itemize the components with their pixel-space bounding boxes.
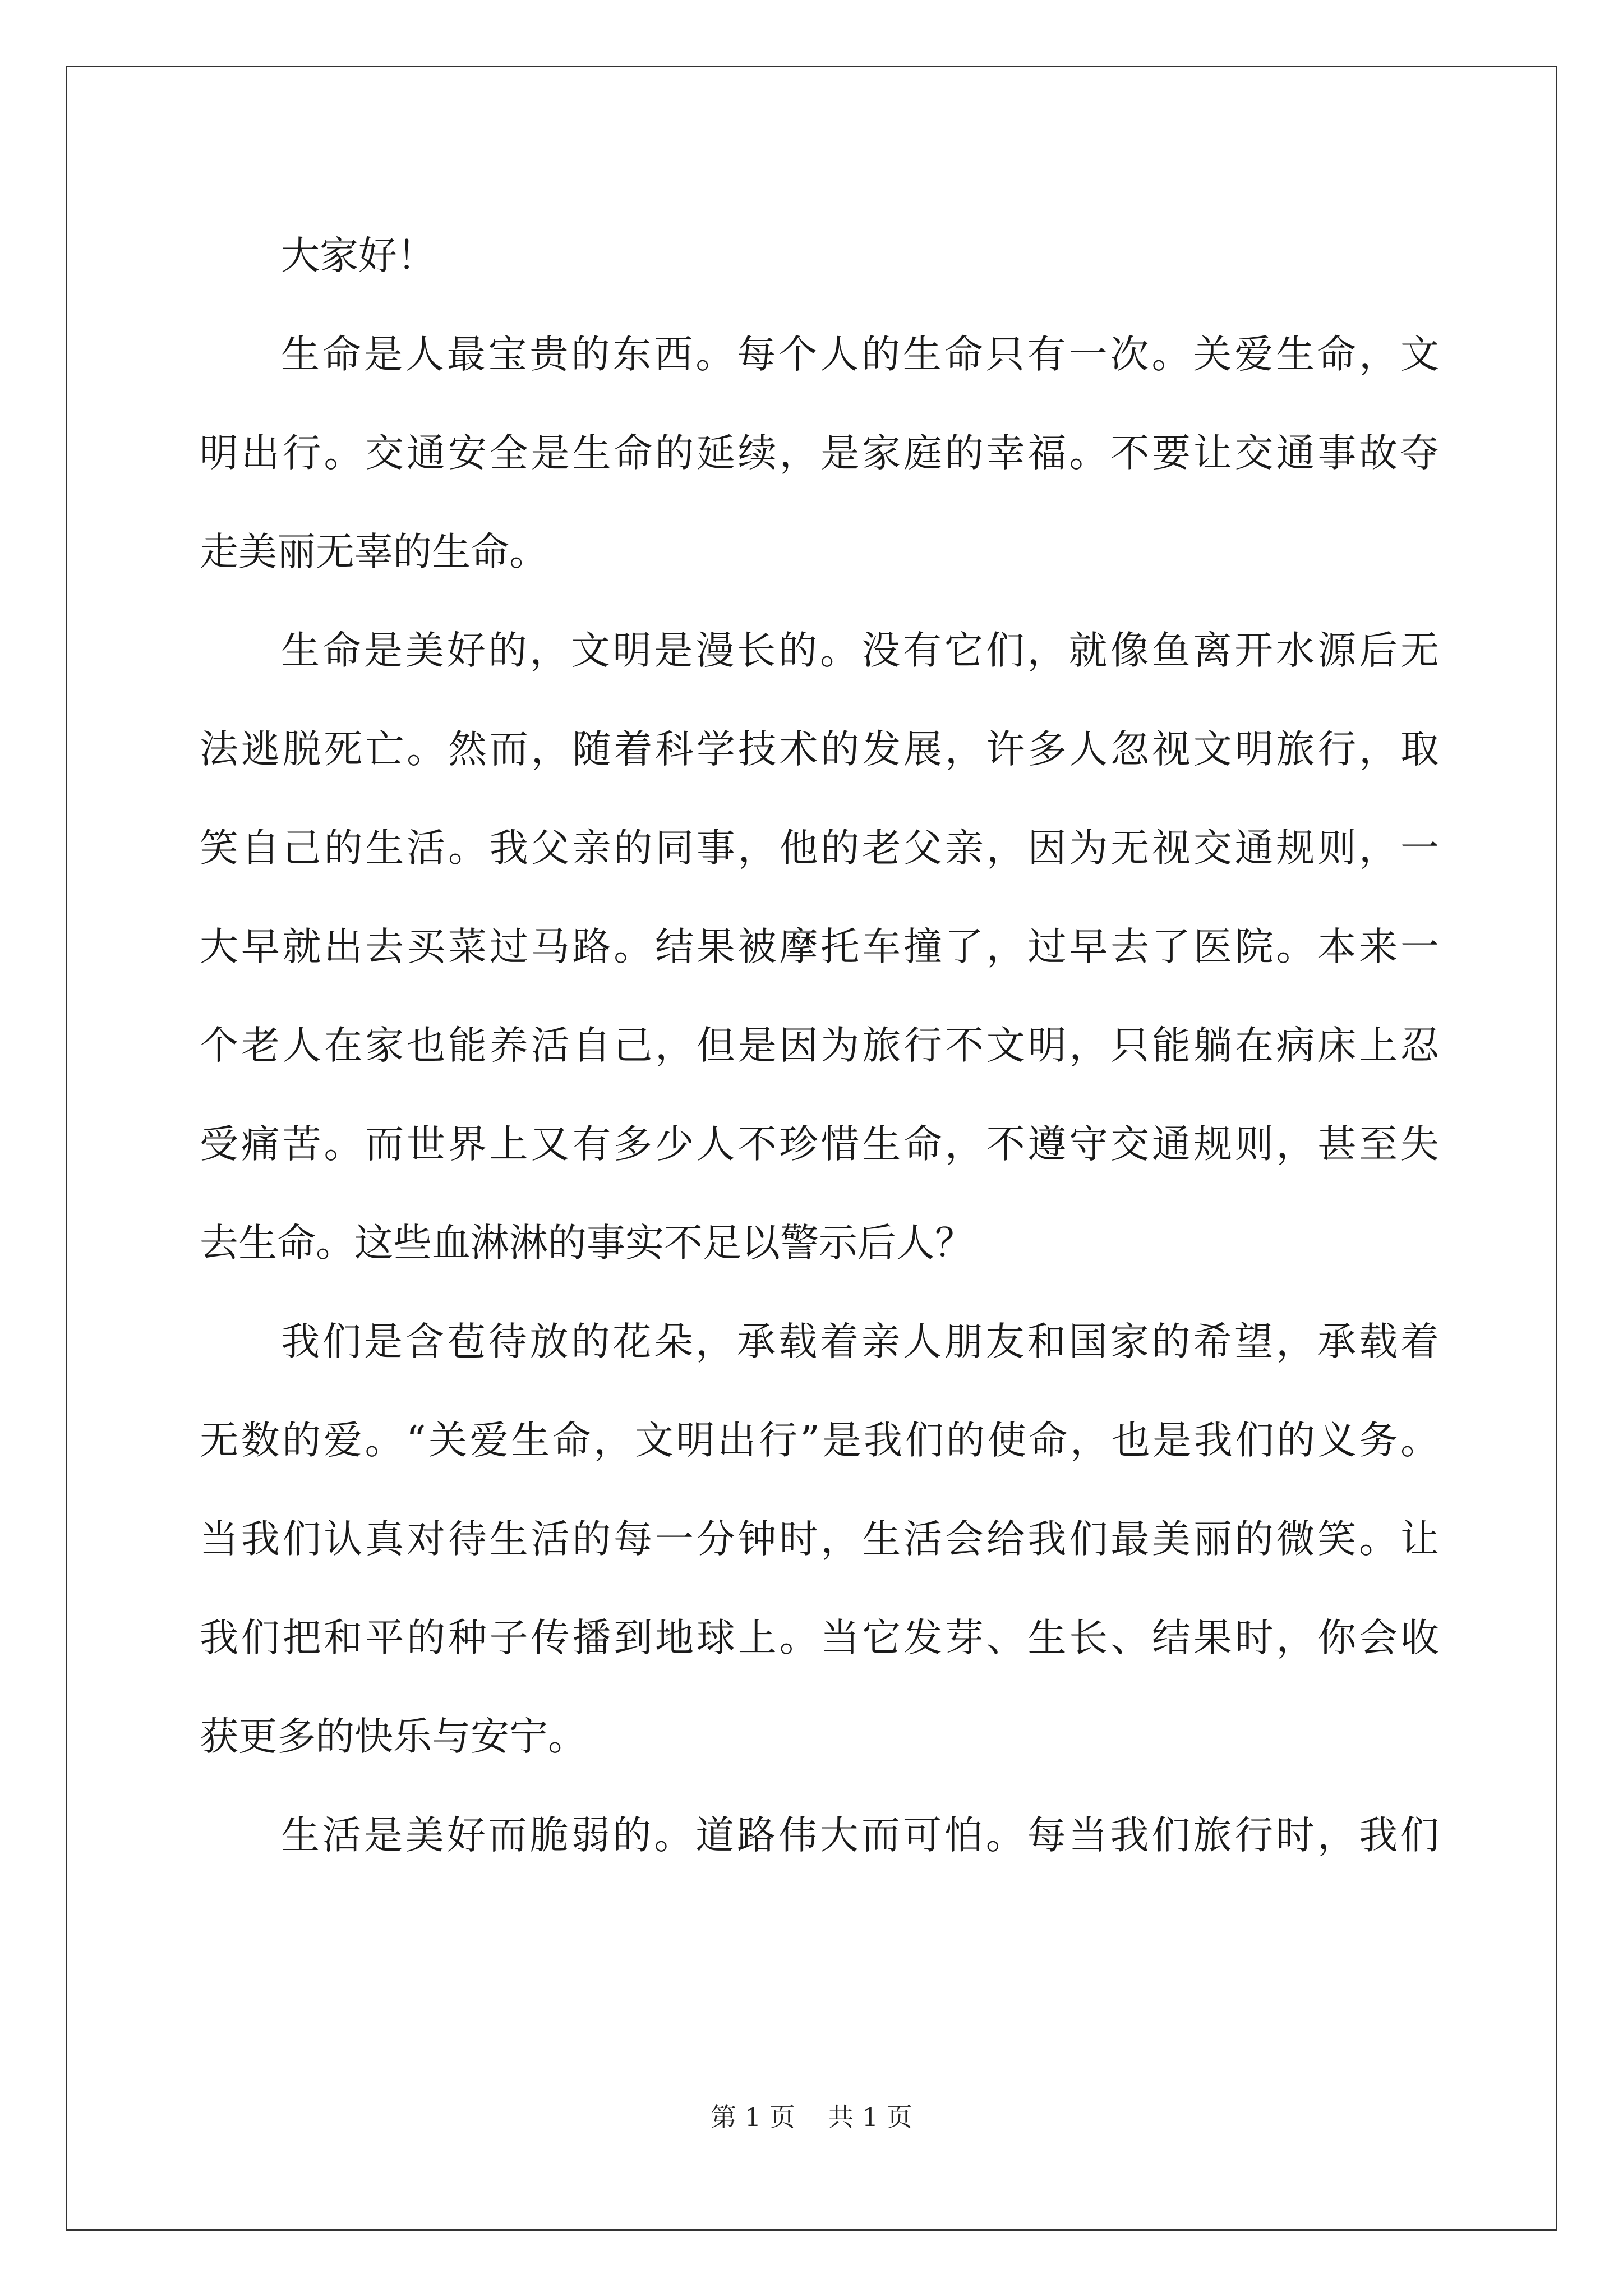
- paragraph-3-line-2: 无数的爱。“关爱生命，文明出行”是我们的使命，也是我们的义务。: [200, 1418, 1439, 1463]
- paragraph-1-line-2: 明出行。交通安全是生命的延续，是家庭的幸福。不要让交通事故夺: [200, 431, 1439, 476]
- paragraph-2-line-5: 个老人在家也能养活自己，但是因为旅行不文明，只能躺在病床上忍: [200, 1023, 1439, 1068]
- document-body: [200, 206, 1439, 1885]
- paragraph-2-line-2: 法逃脱死亡。然而，随着科学技术的发展，许多人忽视文明旅行，取: [200, 727, 1439, 772]
- paragraph-2-line-1: 生命是美好的，文明是漫长的。没有它们，就像鱼离开水源后无: [281, 628, 1439, 673]
- paragraph-2-line-4: 大早就出去买菜过马路。结果被摩托车撞了，过早去了医院。本来一: [200, 924, 1439, 969]
- paragraph-3-line-1: 我们是含苞待放的花朵，承载着亲人朋友和国家的希望，承载着: [281, 1319, 1439, 1364]
- paragraph-2-line-7: 去生命。这些血淋淋的事实不足以警示后人？: [200, 1221, 974, 1266]
- page-footer: 第 1 页 共 1 页: [711, 2102, 912, 2132]
- paragraph-3-line-4: 我们把和平的种子传播到地球上。当它发芽、生长、结果时，你会收: [200, 1616, 1439, 1660]
- paragraph-1-line-1: 生命是人最宝贵的东西。每个人的生命只有一次。关爱生命，文: [281, 332, 1439, 377]
- paragraph-2-line-3: 笑自己的生活。我父亲的同事，他的老父亲，因为无视交通规则，一: [200, 826, 1439, 871]
- paragraph-1-line-3: 走美丽无辜的生命。: [200, 530, 548, 574]
- paragraph-3-line-3: 当我们认真对待生活的每一分钟时，生活会给我们最美丽的微笑。让: [200, 1517, 1439, 1562]
- paragraph-2-line-6: 受痛苦。而世界上又有多少人不珍惜生命，不遵守交通规则，甚至失: [200, 1122, 1439, 1167]
- paragraph-3-line-5: 获更多的快乐与安宁。: [200, 1714, 587, 1759]
- paragraph-4-line-1: 生活是美好而脆弱的。道路伟大而可怕。每当我们旅行时，我们: [281, 1813, 1439, 1858]
- greeting-line: 大家好！: [281, 233, 436, 278]
